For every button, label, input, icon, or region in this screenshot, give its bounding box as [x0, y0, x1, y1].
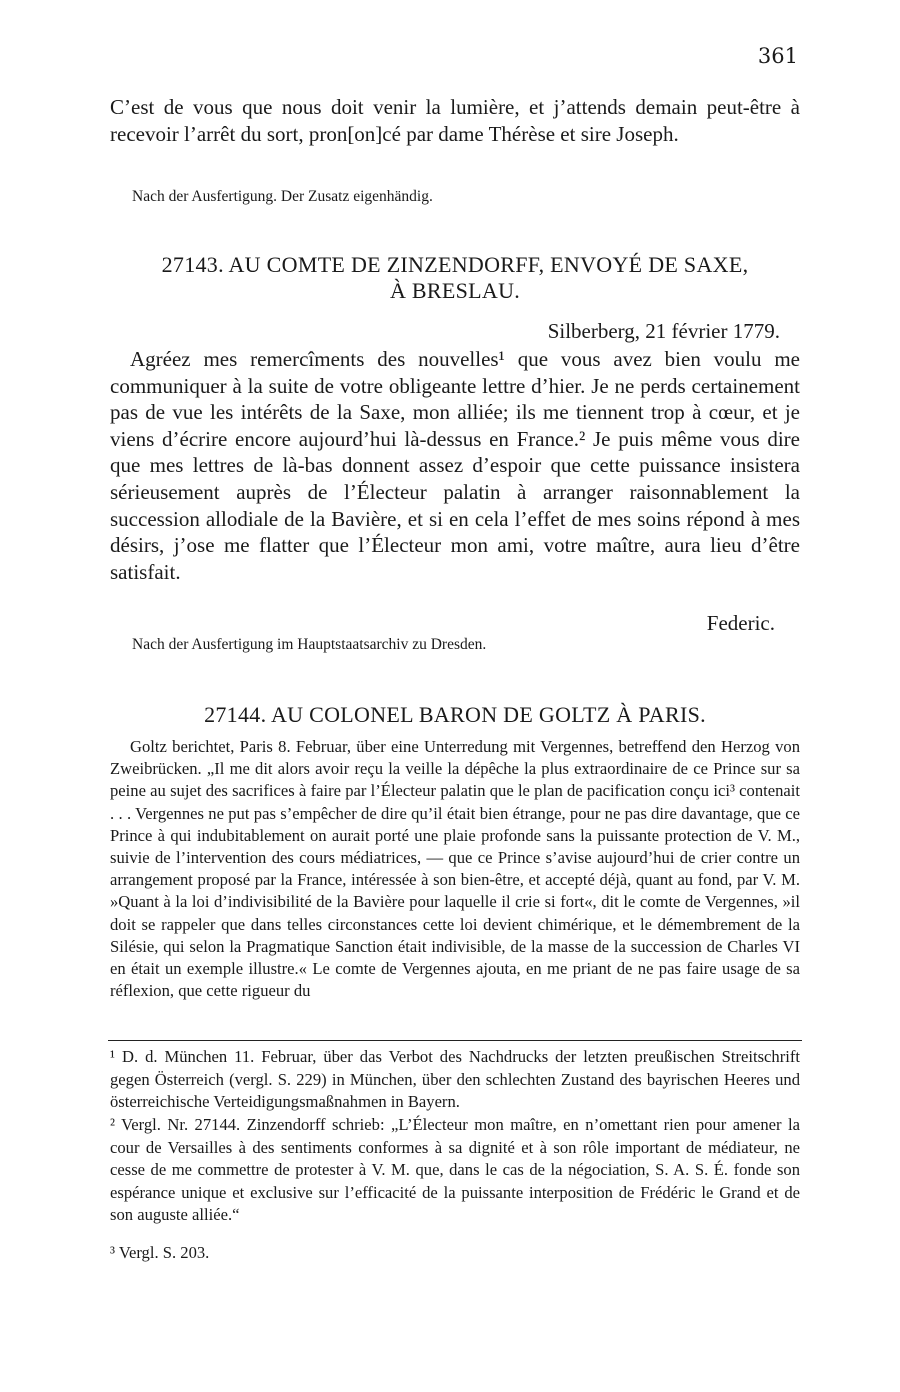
- letter-27144-heading: 27144. AU COLONEL BARON DE GOLTZ À PARIS.: [204, 702, 706, 727]
- footnote-2: ² Vergl. Nr. 27144. Zinzendorff schrieb: „L’Électeur mon maître, en n’omettant rien pour amener la cour de Versailles à des sentiments conformes à sa dignité et à son rôle important de médiateur, ne cesse de me commettre de protester à V. M. que, dans le cas de la négociation, S. A. S. É. fonde son espérance unique et exclusive sur l’efficacité de la puissante interposition de Frédéric le Grand et de son auguste alliée.“: [110, 1115, 800, 1225]
- letter-27143-signature: Federic.: [706, 611, 775, 635]
- letter-27143-body: Agréez mes remercîments des nouvelles¹ que vous avez bien voulu me communiquer à la suite de votre obligeante lettre d’hier. Je ne perds certainement pas de vue les intérêts de la Saxe, mon alliée; ils me tiennent trop à cœur, et je viens d’écrire encore aujourd’hui là-dessus en France.² Je puis même vous dire que mes lettres de là-bas donnent assez d’espoir que cette puissance insistera sérieusement auprès de l’Électeur palatin à arranger raisonnablement la succession allodiale de la Bavière, et si en cela l’effet de mes soins répond à mes désirs, j’ose me flatter que l’Électeur mon ami, votre maître, aura lieu d’être satisfait.: [110, 347, 800, 584]
- footnote-1: ¹ D. d. München 11. Februar, über das Verbot des Nachdrucks der letzten preußischen Streitschrift gegen Österreich (vergl. S. 229) in München, über den schlechten Zustand des bayrischen Heeres und österreichische Verteidigungsmaßnahmen in Bayern.: [110, 1047, 800, 1112]
- footnote-3: ³ Vergl. S. 203.: [110, 1243, 210, 1262]
- letter-27143-place-date: Silberberg, 21 février 1779.: [547, 319, 780, 343]
- letter-27143-heading-line1: 27143. AU COMTE DE ZINZENDORFF, ENVOYÉ DE SAXE,: [161, 252, 749, 277]
- letter-27143-source-note: Nach der Ausfertigung im Hauptstaatsarchiv zu Dresden.: [132, 636, 487, 653]
- page-number: 361: [757, 44, 798, 68]
- intro-text: C’est de vous que nous doit venir la lumière, et j’attends demain peut-être à recevoir l’arrêt du sort, pron[on]cé par dame Thérèse et sire Joseph.: [110, 95, 800, 146]
- footnote-divider: [108, 1040, 802, 1041]
- letter-27144-summary: Goltz berichtet, Paris 8. Februar, über eine Unterredung mit Vergennes, betreffend den Herzog von Zweibrücken. „Il me dit alors avoir reçu la veille la dépêche la plus extraordinaire de ce Prince sur sa peine au sujet des sacrifices à faire par l’Électeur palatin que le plan de pacification conçu ici³ contenait . . . Vergennes ne put pas s’empêcher de dire qu’il était bien étrange, pour ne pas dire davantage, que ce Prince à qui indubitablement on aurait porté une plaie profonde sans la puissante protection de V. M., suivie de l’intervention des cours médiatrices, — que ce Prince s’avise aujourd’hui de crier contre un arrangement proposé par la France, intéressée à son bien-être, et accepté déjà, quant au fond, par V. M. »Quant à la loi d’indivisibilité de la Bavière pour laquelle il crie si fort«, dit le comte de Vergennes, »il doit se rappeler que dans telles circonstances cette loi devient chimérique, et le démembrement de la Silésie, qui selon la Pragmatique Sanction était indivisible, de la masse de la succession de Charles VI en était un exemple illustre.« Le comte de Vergennes ajouta, en me priant de ne pas faire usage de sa réflexion, que cette rigueur du: [110, 737, 800, 1001]
- intro-source-note: Nach der Ausfertigung. Der Zusatz eigenhändig.: [132, 188, 433, 205]
- letter-27143-heading-line2: À BRESLAU.: [389, 278, 521, 303]
